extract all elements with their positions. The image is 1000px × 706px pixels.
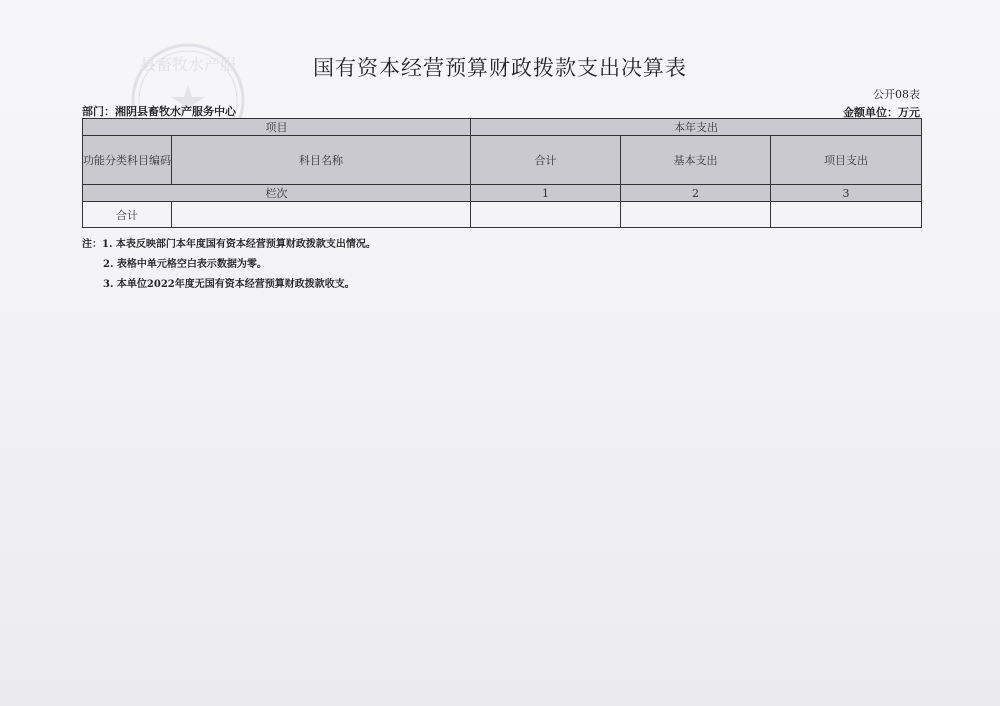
header-project: 项目支出 [771, 136, 922, 185]
form-number: 公开08表 [873, 88, 920, 101]
header-group-item: 项目 [83, 119, 471, 136]
page-title: 国有资本经营预算财政拨款支出决算表 [313, 56, 687, 80]
index-basic: 2 [621, 185, 771, 202]
row-total-name [172, 202, 471, 228]
header-name: 科目名称 [172, 136, 471, 185]
index-project: 3 [771, 185, 922, 202]
row-total-label: 合计 [83, 202, 172, 228]
expenditure-table [82, 118, 922, 228]
header-code: 功能分类科目编码 [83, 136, 172, 185]
svg-text:县畜牧水产服: 县畜牧水产服 [139, 55, 237, 74]
row-total-project [771, 202, 922, 228]
row-index-label: 栏次 [83, 185, 471, 202]
note-1: 注：1. 本表反映部门本年度国有资本经营预算财政拨款支出情况。 [82, 239, 376, 250]
row-total-sum [471, 202, 621, 228]
table-row [83, 202, 922, 228]
note-2: 2. 表格中单元格空白表示数据为零。 [103, 259, 267, 270]
row-total-basic [621, 202, 771, 228]
header-total: 合计 [471, 136, 621, 185]
amount-unit-label: 金额单位：万元 [843, 106, 920, 119]
index-total: 1 [471, 185, 621, 202]
department-label: 部门：湘阴县畜牧水产服务中心 [82, 105, 236, 118]
note-3: 3. 本单位2022年度无国有资本经营预算财政拨款收支。 [103, 279, 355, 290]
notes [82, 235, 376, 295]
header-group-expense: 本年支出 [471, 119, 922, 136]
header-basic: 基本支出 [621, 136, 771, 185]
